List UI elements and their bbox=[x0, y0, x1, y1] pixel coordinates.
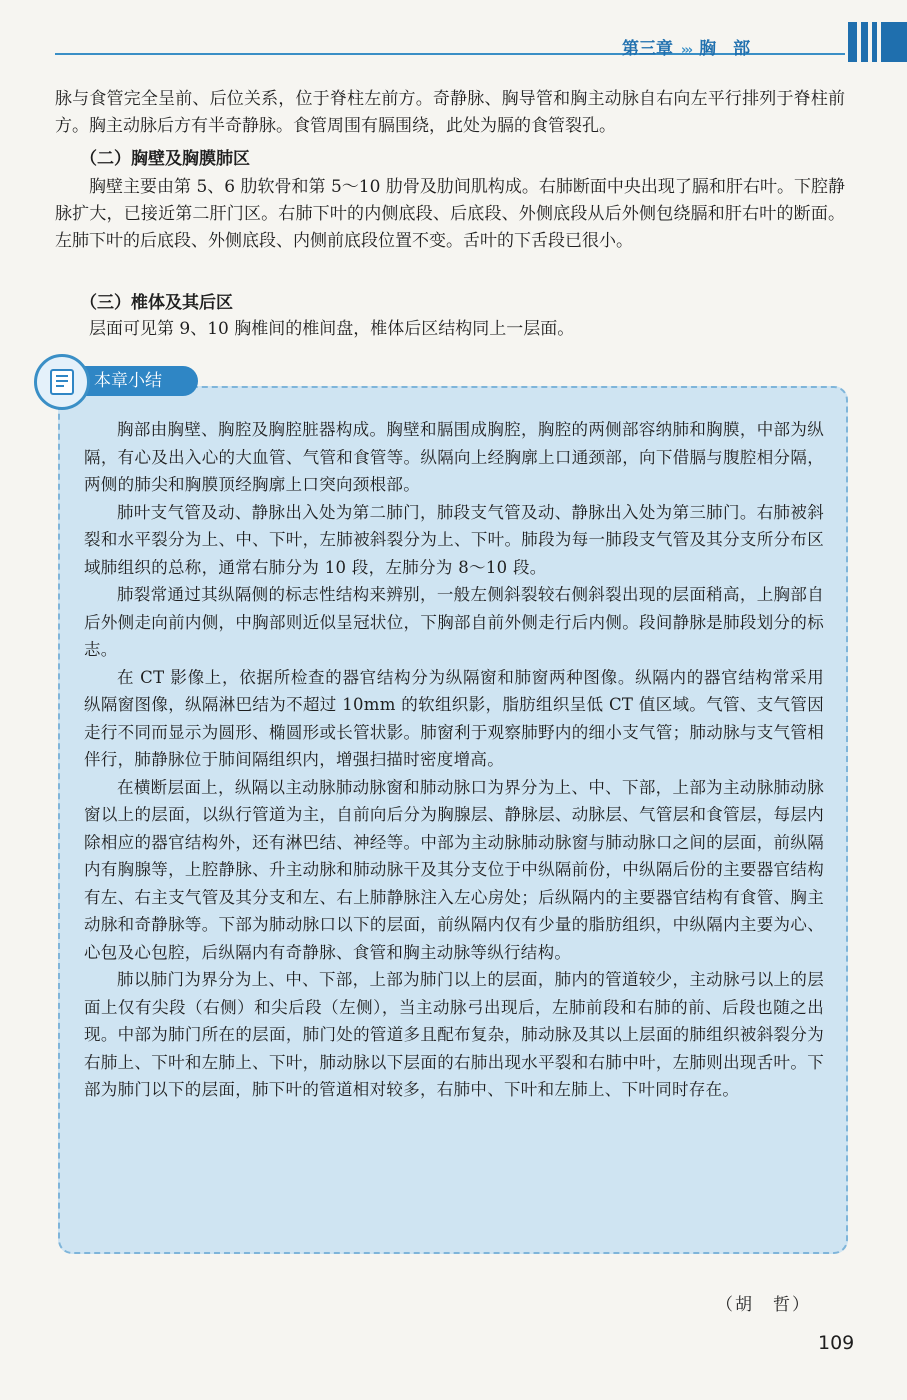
summary-paragraph-6: 肺以肺门为界分为上、中、下部，上部为肺门以上的层面，肺内的管道较少，主动脉弓以上的层面上仅有尖段（右侧）和尖后段（左侧），当主动脉弓出现后，左肺前段和右肺的前、后段也随之出现。中部为肺门所在的层面，肺门处的管道多且配布复杂，肺动脉及其以上层面的肺组织被斜裂分为右肺上、下叶和左肺上、下叶，肺动脉以下层面的右肺出现水平裂和右肺中叶，左肺则出现舌叶。下部为肺门以下的层面，肺下叶的管道相对较多，右肺中、下叶和左肺上、下叶同时存在。 bbox=[84, 970, 824, 1099]
section-heading-2: （二）胸壁及胸膜肺区 bbox=[80, 149, 250, 169]
author-credit: （胡 哲） bbox=[716, 1295, 811, 1315]
chapter-summary-box bbox=[58, 386, 848, 1254]
book-icon bbox=[34, 354, 90, 410]
summary-paragraph-3: 肺裂常通过其纵隔侧的标志性结构来辨别，一般左侧斜裂较右侧斜裂出现的层面稍高，上胸部自后外侧走向前内侧，中胸部则近似呈冠状位，下胸部自前外侧走行后内侧。段间静脉是肺段划分的标志。 bbox=[84, 585, 824, 659]
summary-paragraph-1: 胸部由胸壁、胸腔及胸腔脏器构成。胸壁和膈围成胸腔，胸腔的两侧部容纳肺和胸膜，中部为纵隔，有心及出入心的大血管、气管和食管等。纵隔向上经胸廓上口通颈部，向下借膈与腹腔相分隔，两侧的肺尖和胸膜顶经胸廓上口突向颈根部。 bbox=[84, 420, 824, 494]
arrows-icon: ››› bbox=[681, 43, 692, 58]
summary-paragraph-2: 肺叶支气管及动、静脉出入处为第二肺门，肺段支气管及动、静脉出入处为第三肺门。右肺被斜裂和水平裂分为上、中、下叶，左肺被斜裂分为上、下叶。肺段为每一肺段支气管及其分支所分布区域肺组织的总称，通常右肺分为 10 段，左肺分为 8～10 段。 bbox=[84, 502, 824, 577]
summary-title-badge bbox=[80, 366, 198, 396]
chapter-label: 第三章 bbox=[622, 39, 673, 59]
paragraph-chest-wall: 胸壁主要由第 5、6 肋软骨和第 5～10 肋骨及肋间肌构成。右肺断面中央出现了膈和肝右叶。下腔静脉扩大，已接近第二肝门区。右肺下叶的内侧底段、后底段、外侧底段从后外侧包绕膈和肝右叶的断面。左肺下叶的后底段、外侧底段、内侧前底段位置不变。舌叶的下舌段已很小。 bbox=[55, 177, 845, 251]
summary-paragraph-4: 在 CT 影像上，依据所检查的器官结构分为纵隔窗和肺窗两种图像。纵隔内的器官结构常采用纵隔窗图像，纵隔淋巴结为不超过 10mm 的软组织影，脂肪组织呈低 CT 值区域。气管、支气管因走行不同而显示为圆形、椭圆形或长管状影。肺窗利于观察肺野内的细小支气管；肺动脉与支气管相伴行，肺静脉位于肺间隔组织内，增强扫描时密度增高。 bbox=[84, 667, 824, 769]
page-number: 109 bbox=[818, 1332, 855, 1354]
section-heading-3: （三）椎体及其后区 bbox=[80, 293, 233, 313]
running-header bbox=[622, 34, 750, 59]
paragraph-vertebra: 层面可见第 9、10 胸椎间的椎间盘，椎体后区结构同上一层面。 bbox=[89, 319, 575, 339]
section-label: 胸 部 bbox=[699, 39, 751, 59]
paragraph-continued: 脉与食管完全呈前、后位关系，位于脊柱左前方。奇静脉、胸导管和胸主动脉自右向左平行排列于脊柱前方。胸主动脉后方有半奇静脉。食管周围有膈围绕，此处为膈的食管裂孔。 bbox=[55, 89, 845, 136]
summary-content bbox=[84, 416, 824, 1104]
header-bars-decoration bbox=[848, 22, 907, 62]
summary-paragraph-5: 在横断层面上，纵隔以主动脉肺动脉窗和肺动脉口为界分为上、中、下部，上部为主动脉肺动脉窗以上的层面，以纵行管道为主，自前向后分为胸腺层、静脉层、动脉层、气管层和食管层，每层内除相应的器官结构外，还有淋巴结、神经等。中部为主动脉肺动脉窗与肺动脉口之间的层面，前纵隔内有胸腺等，上腔静脉、升主动脉和肺动脉干及其分支位于中纵隔前份，中纵隔后份的主要器官结构有左、右主支气管及其分支和左、右上肺静脉注入左心房处；后纵隔内的主要器官结构有食管、胸主动脉和奇静脉等。下部为肺动脉口以下的层面，前纵隔内仅有少量的脂肪组织，中纵隔内主要为心、心包及心包腔，后纵隔内有奇静脉、食管和胸主动脉等纵行结构。 bbox=[84, 777, 824, 962]
summary-title: 本章小结 bbox=[94, 371, 162, 391]
